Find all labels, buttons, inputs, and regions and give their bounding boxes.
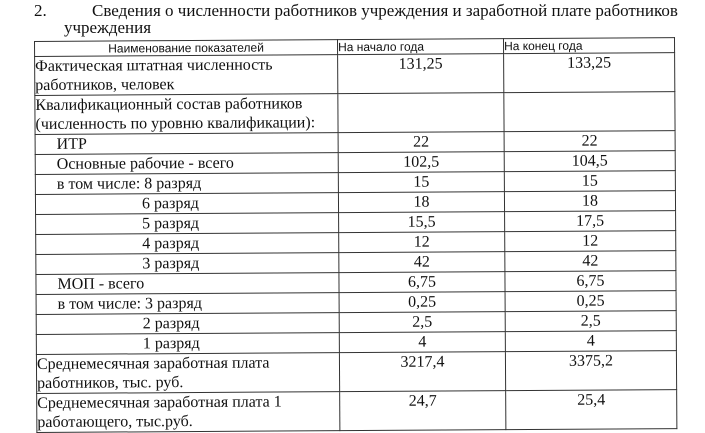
row-label: 5 разряд: [36, 213, 339, 235]
row-label: Среднемесячная заработная плата 1 работающего, тыс.руб.: [37, 392, 340, 433]
row-label: в том числе: 3 разряд: [36, 293, 339, 315]
staff-salary-table: [34, 37, 677, 433]
value-start: 131,25: [338, 54, 504, 94]
row-label: Фактическая штатная численность работников, человек: [35, 55, 338, 96]
row-label: 4 разряд: [36, 233, 339, 255]
row-label: ИТР: [35, 133, 338, 155]
row-label: МОП - всего: [36, 273, 339, 295]
value-end: 4: [505, 331, 676, 352]
value-start: 2,5: [339, 312, 505, 333]
row-label: 2 разряд: [36, 313, 339, 335]
value-start: 22: [338, 132, 504, 153]
value-end: 22: [504, 131, 675, 152]
value-end: 15: [504, 171, 675, 192]
table-row: [36, 351, 676, 394]
value-end: 42: [505, 251, 676, 272]
value-end: 104,5: [504, 151, 675, 172]
row-label: 6 разряд: [35, 193, 338, 215]
value-end: 0,25: [505, 291, 676, 312]
value-start: 15: [338, 172, 504, 193]
value-end: 133,25: [504, 53, 675, 93]
column-header-indicator: Наименование показателей: [35, 40, 338, 57]
value-start: [338, 93, 504, 133]
value-start: 3217,4: [339, 352, 505, 392]
value-start: 24,7: [340, 391, 506, 431]
value-start: 4: [339, 332, 505, 353]
value-end: 6,75: [505, 271, 676, 292]
row-label: в том числе: 8 разряд: [35, 173, 338, 195]
value-end: [504, 92, 675, 132]
value-start: 12: [339, 232, 505, 253]
value-end: 25,4: [506, 390, 677, 430]
column-header-start-of-year: На начало года: [337, 39, 503, 55]
value-start: 6,75: [339, 272, 505, 293]
column-header-end-of-year: На конец года: [503, 38, 674, 54]
table-row: [37, 390, 677, 433]
value-start: 0,25: [339, 292, 505, 313]
row-label: Квалификационный состав работников (численность по уровню квалификации):: [35, 94, 338, 135]
row-label: 1 разряд: [36, 333, 339, 355]
section-heading: [34, 2, 704, 36]
value-start: 42: [339, 252, 505, 273]
value-start: 18: [338, 192, 504, 213]
row-label: 3 разряд: [36, 253, 339, 275]
row-label: Основные рабочие - всего: [35, 153, 338, 175]
value-end: 3375,2: [505, 351, 676, 391]
value-end: 12: [505, 231, 676, 252]
table-row: [35, 53, 675, 96]
section-number: 2.: [34, 1, 47, 20]
value-start: 15,5: [339, 212, 505, 233]
value-end: 2,5: [505, 311, 676, 332]
section-title-continuation: учреждения: [64, 18, 152, 37]
value-start: 102,5: [338, 152, 504, 173]
value-end: 17,5: [505, 211, 676, 232]
row-label: Среднемесячная заработная плата работников, тыс. руб.: [36, 353, 339, 394]
value-end: 18: [504, 191, 675, 212]
section-title: Сведения о численности работников учреждения и заработной плате работников: [92, 1, 678, 20]
table-row: [35, 92, 675, 135]
